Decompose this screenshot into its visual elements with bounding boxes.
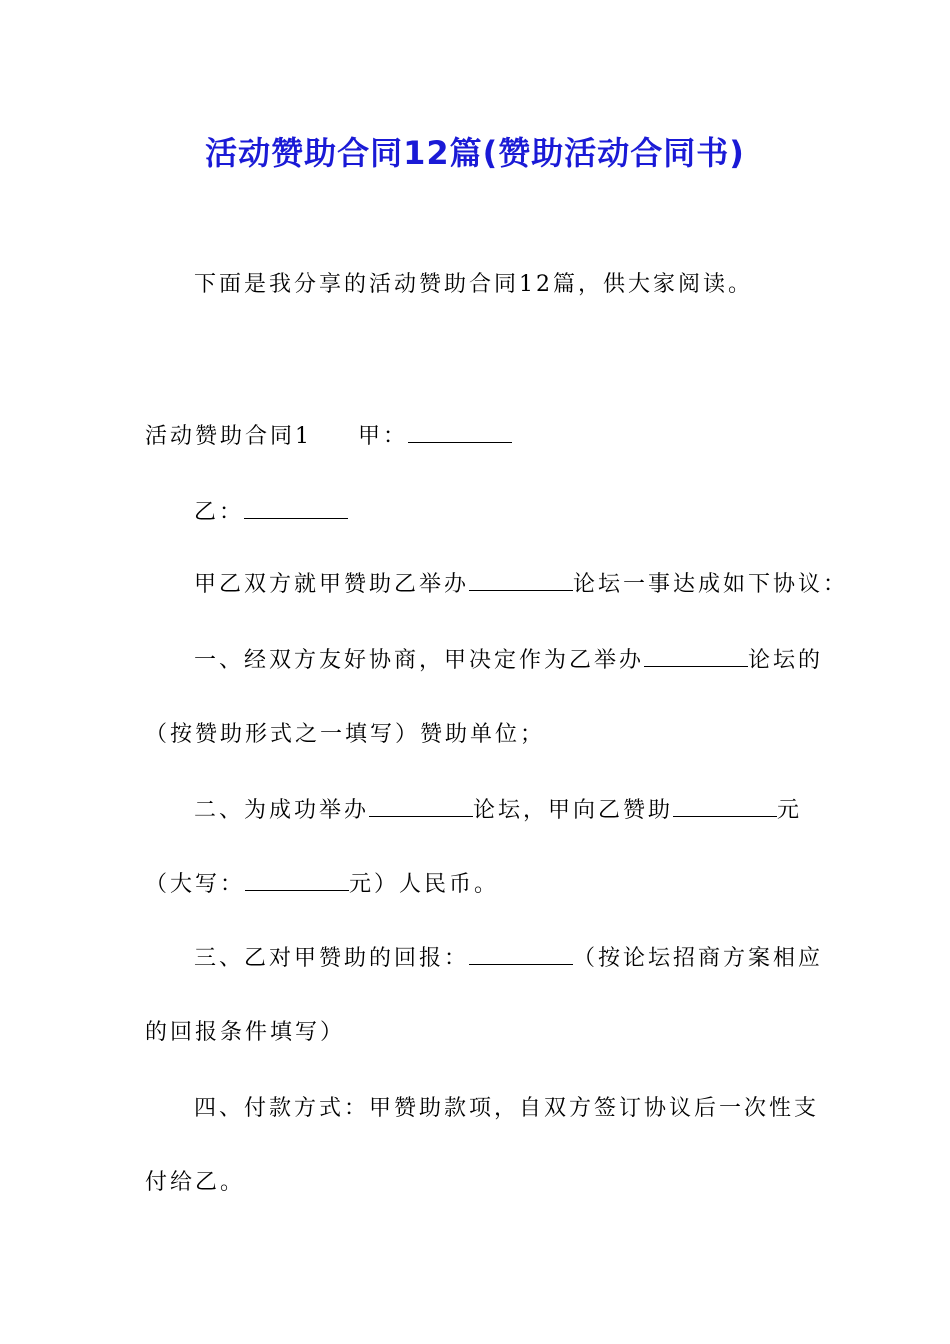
clause-2-continuation: [145, 870, 499, 900]
party-b-blank: [244, 498, 348, 519]
clause-2-prefix: 二、为成功举办: [194, 798, 370, 823]
section-heading-line: [145, 422, 512, 452]
party-a-label: 甲：: [358, 424, 409, 449]
clause-3-suffix: （按论坛招商方案相应: [573, 946, 824, 971]
clause-3-blank: [469, 944, 573, 965]
forum-name-blank: [469, 570, 573, 591]
clause-1-continuation: （按赞助形式之一填写）赞助单位；: [145, 722, 546, 747]
clause-2-capital-blank: [245, 870, 349, 891]
clause-3-line: [194, 944, 823, 974]
party-b-label: 乙：: [194, 500, 245, 525]
clause-3-prefix: 三、乙对甲赞助的回报：: [194, 946, 470, 971]
clause-2-cont-prefix: （大写：: [145, 872, 246, 897]
clause-2-forum-blank: [369, 796, 473, 817]
document-title: 活动赞助合同12篇(赞助活动合同书): [205, 134, 745, 172]
clause-1-suffix: 论坛的: [748, 648, 824, 673]
clause-2-suffix: 元: [777, 798, 803, 823]
party-b-line: [194, 498, 348, 528]
clause-2-cont-suffix: 元）人民币。: [349, 872, 500, 897]
clause-2-mid: 论坛，甲向乙赞助: [473, 798, 674, 823]
clause-3-continuation: 的回报条件填写）: [145, 1020, 346, 1045]
clause-2-amount-blank: [673, 796, 777, 817]
agreement-line: [194, 570, 848, 600]
clause-1-line: [194, 646, 823, 676]
clause-1-blank: [644, 646, 748, 667]
clause-4-continuation: 付给乙。: [145, 1170, 246, 1195]
section-heading: 活动赞助合同1: [145, 424, 312, 449]
party-a-blank: [408, 422, 512, 443]
intro-paragraph: 下面是我分享的活动赞助合同12篇，供大家阅读。: [194, 272, 753, 297]
clause-4-line: 四、付款方式：甲赞助款项，自双方签订协议后一次性支: [194, 1096, 820, 1121]
clause-1-prefix: 一、经双方友好协商，甲决定作为乙举办: [194, 648, 645, 673]
agreement-suffix: 论坛一事达成如下协议：: [573, 572, 849, 597]
agreement-prefix: 甲乙双方就甲赞助乙举办: [194, 572, 470, 597]
clause-2-line: [194, 796, 802, 826]
